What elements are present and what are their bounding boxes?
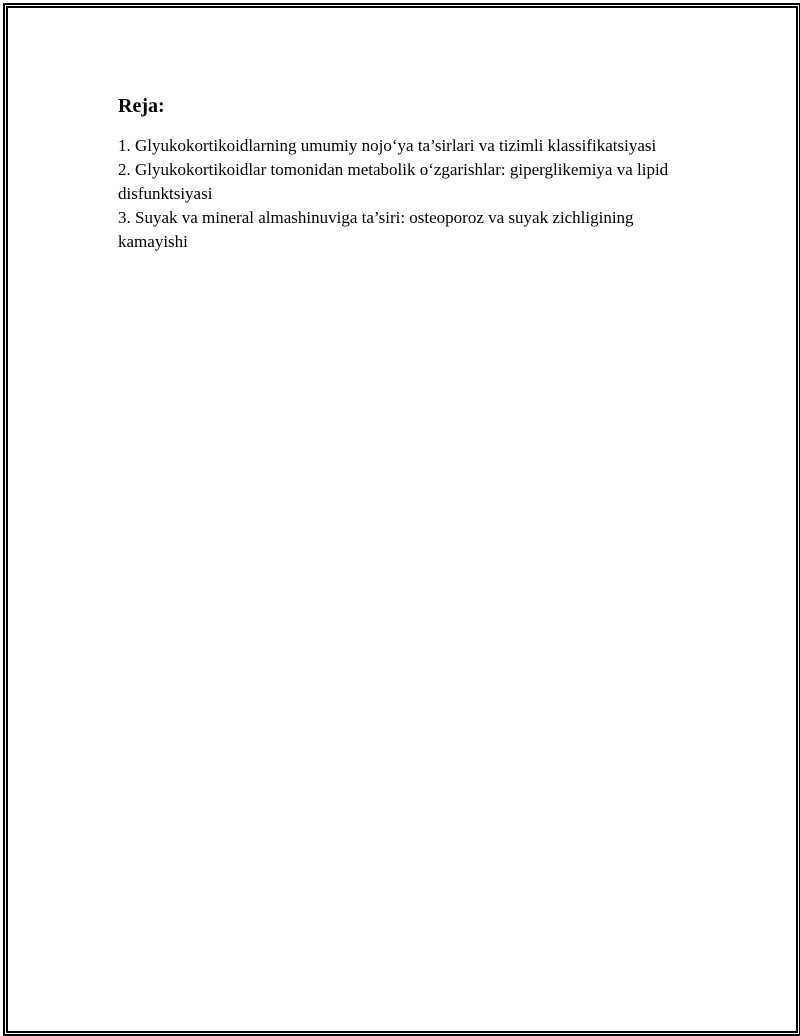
plan-item-3: 3. Suyak va mineral almashinuviga ta’siri: osteoporoz va suyak zichligining kamayishi — [118, 208, 634, 251]
plan-list — [118, 134, 688, 254]
plan-item-1: 1. Glyukokortikoidlarning umumiy nojo‘ya ta’sirlari va tizimli klassifikatsiyasi — [118, 136, 657, 155]
plan-title: Reja: — [118, 95, 165, 117]
document-body — [118, 92, 688, 254]
plan-item-2: 2. Glyukokortikoidlar tomonidan metabolik o‘zgarishlar: giperglikemiya va lipid disfunktsiyasi — [118, 160, 669, 203]
